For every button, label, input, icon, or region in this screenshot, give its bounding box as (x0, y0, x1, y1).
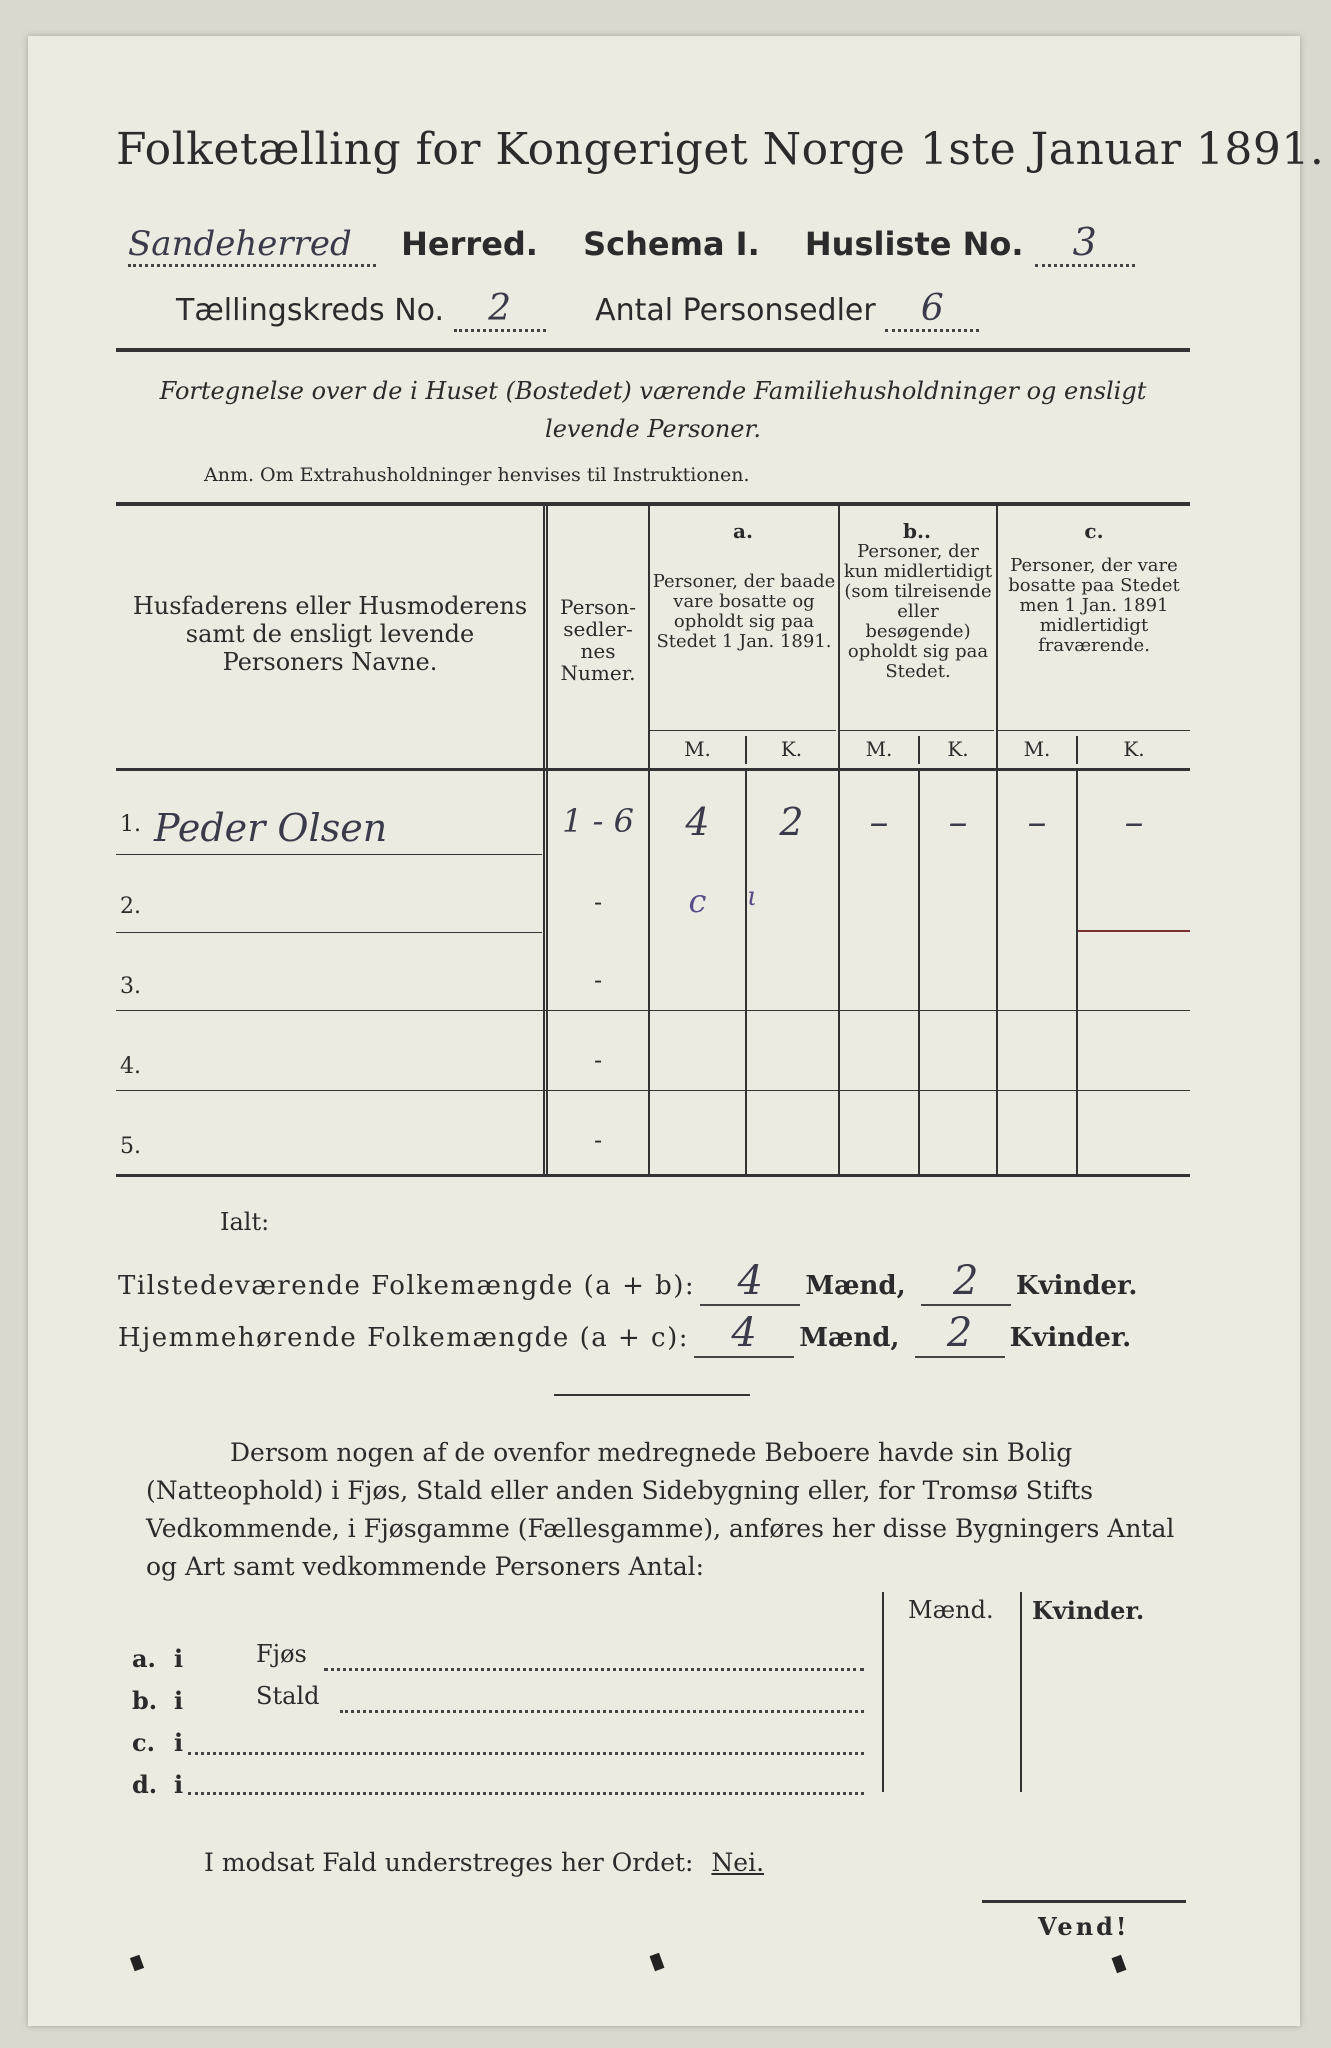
col-num-header: Person-sedler-nes Numer. (560, 595, 636, 685)
col-a-k: K. (780, 737, 803, 761)
col-c-m: M. (1023, 737, 1051, 761)
kreds-value: 2 (454, 288, 546, 332)
husliste-label: Husliste No. (804, 225, 1024, 263)
col-c-k: K. (1123, 737, 1145, 761)
table-bottom-rule (116, 1174, 1190, 1177)
hjemme-kvinder-label: Kvinder. (1009, 1323, 1132, 1353)
antal-label: Antal Personsedler (595, 293, 876, 328)
col-b-m: M. (865, 737, 893, 761)
outbuildings-paragraph: Dersom nogen af de ovenfor medregnede Beboere havde sin Bolig (Natteophold) i Fjøs, Stald eller anden Sidebygning eller, for Tromsø Stifts Vedkommende, i Fjøsgamme (Fællesgamme), anføres her disse Bygningers Antal og Art samt vedkommende Personers Antal: (146, 1438, 1175, 1581)
col-b-letter: b.. (903, 519, 931, 543)
divider (554, 1394, 750, 1396)
col-b-k: K. (947, 737, 969, 761)
punch-mark (650, 1953, 665, 1971)
modsat-text: I modsat Fald understreges her Ordet: (204, 1848, 694, 1877)
col-a-header: Personer, der baade vare bosatte og opholdt sig paa Stedet 1 Jan. 1891. (652, 571, 836, 652)
antal-value: 6 (885, 288, 979, 332)
form-subtitle: Fortegnelse over de i Huset (Bostedet) værende Familiehusholdninger og ensligt levende Personer. (159, 377, 1147, 443)
totals-line-2 (118, 1310, 1131, 1358)
kreds-line (176, 288, 979, 332)
tilstede-kvinder-label: Kvinder. (1015, 1271, 1138, 1301)
vend-label: Vend! (1038, 1912, 1130, 1941)
col-c-header: Personer, der vare bosatte paa Stedet men 1 Jan. 1891 midlertidigt fraværende. (1008, 555, 1180, 656)
tilstede-maend-label: Mænd, (805, 1271, 906, 1301)
totals-line-1 (118, 1258, 1137, 1306)
modsat-line (204, 1848, 764, 1877)
nei-word: Nei. (711, 1848, 765, 1877)
tilstede-kvinder-value: 2 (921, 1258, 1011, 1306)
tilstede-maend-value: 4 (700, 1258, 800, 1306)
herred-line (128, 220, 1135, 267)
table-top-rule (116, 502, 1190, 506)
schema-label: Schema I. (583, 225, 760, 263)
header-rule (116, 348, 1190, 352)
herred-value: Sandeherred (128, 224, 376, 267)
hjemme-maend-label: Mænd, (799, 1323, 900, 1353)
ialt-label: Ialt: (220, 1208, 270, 1236)
herred-label: Herred. (401, 225, 538, 263)
col-b-header: Personer, der kun midlertidigt (som tilreisende eller besøgende) opholdt sig paa Stedet. (843, 541, 993, 682)
hjemme-maend-value: 4 (694, 1310, 794, 1358)
col-c-letter: c. (1084, 519, 1104, 543)
kreds-label: Tællingskreds No. (176, 293, 444, 328)
punch-mark (130, 1955, 144, 1972)
table-header-rule (116, 768, 1190, 771)
hjemme-label: Hjemmehørende Folkemængde (a + c): (118, 1323, 689, 1353)
form-title: Folketælling for Kongeriget Norge 1ste Januar 1891. (116, 124, 1325, 175)
husliste-value: 3 (1035, 220, 1135, 267)
buildings-kvinder-header: Kvinder. (1032, 1596, 1145, 1625)
tilstede-label: Tilstedeværende Folkemængde (a + b): (118, 1271, 696, 1301)
household-name: Peder Olsen (154, 806, 388, 850)
buildings-maend-header: Mænd. (908, 1596, 994, 1624)
hjemme-kvinder-value: 2 (915, 1310, 1005, 1358)
col-a-letter: a. (733, 519, 753, 543)
census-form-page: Folketælling for Kongeriget Norge 1ste Januar 1891. Sandeherred Herred. Schema I. Husliste No. 3 Tællingskreds No. 2 Antal Personsedler 6 Fortegnelse over de i Huset (Bostedet) værende Familiehusholdninger og ensligt levende Personer. Anm. Om Extrahusholdninger henvises til Instruktionen. Husfaderens eller Husmoderens samt de ensligt levende Personers Navne. Person-sedler-nes Numer. a. Personer, der baade vare bosatte og opholdt sig paa Stedet 1 Jan. 1891. b.. Personer, der kun midlertidigt (som tilreisende eller besøgende) opholdt sig paa Stedet. c. Personer, der vare bosatte paa Stedet men 1 Jan. 1891 midlertidigt fraværende. M. K. M. K. M. K. 1. Peder Olsen 1 - 6 4 2 – – – – 2. - c ι 3. - 4. - 5. - Ialt: Tilstedeværende Folkemængde (a + b): 4 Mænd, 2 Kvinder. Hjemmehørende Folkemængde (a + c): 4 Mænd, 2 Kvinder. Dersom nogen af de ovenfor medregnede Beboere havde sin Bolig (Natteophold) i Fjøs, Stald eller anden Sidebygning eller, for Tromsø Stifts Vedkommende, i Fjøsgamme (Fællesgamme), anføres her disse Bygningers Antal og Art samt vedkommende Personers Antal: Mænd. Kvinder. a. i Fjøs b. i Stald c. i d. i I modsat Fald understreges her Ordet: Nei. Vend! (28, 36, 1300, 2026)
col-a-m: M. (684, 737, 711, 761)
anm-note: Anm. Om Extrahusholdninger henvises til Instruktionen. (204, 464, 750, 486)
col-name-header: Husfaderens eller Husmoderens samt de ensligt levende Personers Navne. (132, 592, 528, 676)
punch-mark (1112, 1955, 1127, 1973)
vend-rule (982, 1900, 1186, 1903)
